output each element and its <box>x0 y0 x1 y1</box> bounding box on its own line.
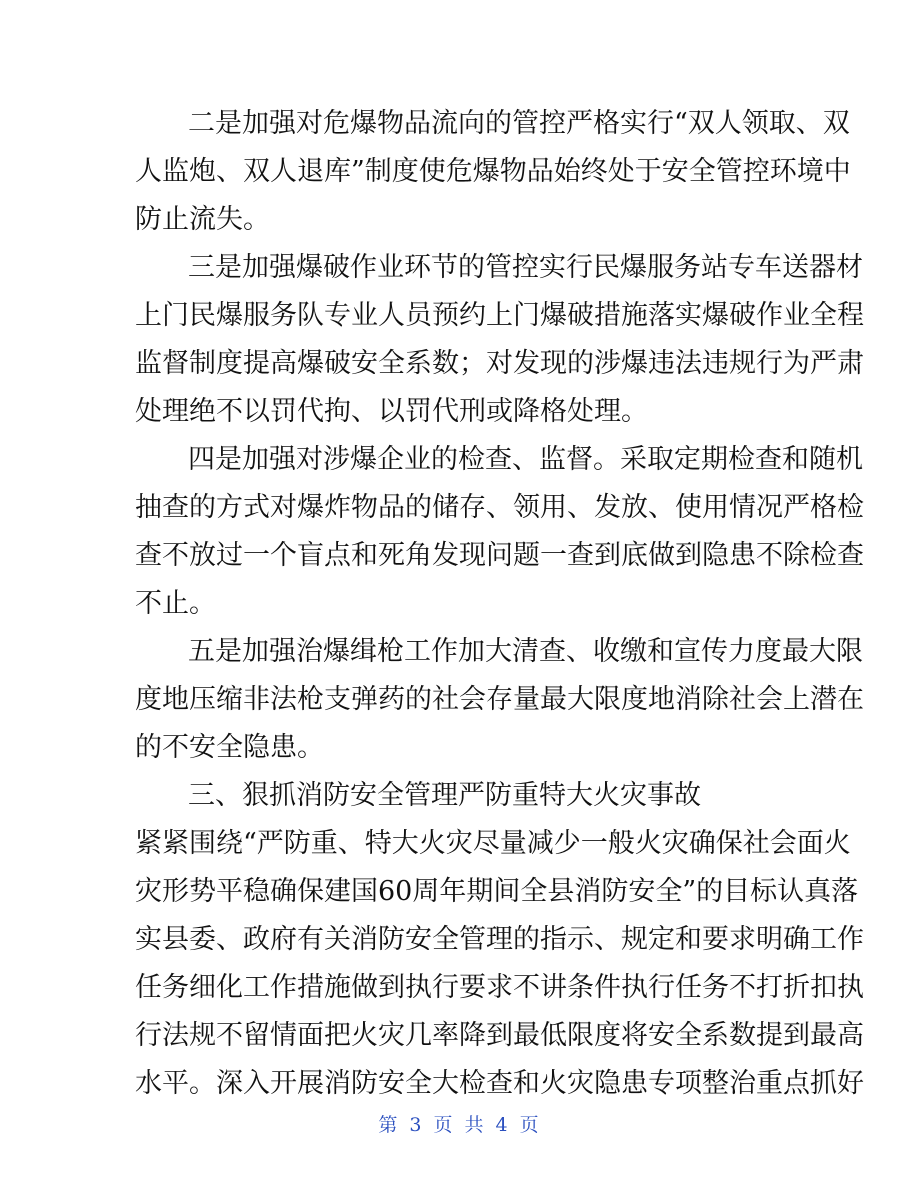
section-heading: 三、狠抓消防安全管理严防重特大火灾事故 <box>188 780 701 811</box>
text-line: 实县委、政府有关消防安全管理的指示、规定和要求明确工作 <box>135 924 864 955</box>
text-line: 上门民爆服务队专业人员预约上门爆破措施落实爆破作业全程 <box>135 300 864 331</box>
text-line: 的不安全隐患。 <box>135 732 324 763</box>
text-line: 防止流失。 <box>135 204 270 235</box>
text-line: 处理绝不以罚代拘、以罚代刑或降格处理。 <box>135 396 648 427</box>
text-line: 三是加强爆破作业环节的管控实行民爆服务站专车送器材 <box>188 252 863 283</box>
text-line: 五是加强治爆缉枪工作加大清查、收缴和宣传力度最大限 <box>188 636 863 667</box>
text-line: 水平。深入开展消防安全大检查和火灾隐患专项整治重点抓好 <box>135 1068 864 1099</box>
text-line: 监督制度提高爆破安全系数；对发现的涉爆违法违规行为严肃 <box>135 348 864 379</box>
text-line: 紧紧围绕“严防重、特大火灾尽量减少一般火灾确保社会面火 <box>135 828 851 859</box>
text-line: 四是加强对涉爆企业的检查、监督。采取定期检查和随机 <box>188 444 863 475</box>
text-line: 任务细化工作措施做到执行要求不讲条件执行任务不打折扣执 <box>135 972 864 1003</box>
text-line: 人监炮、双人退库”制度使危爆物品始终处于安全管控环境中 <box>135 156 851 187</box>
text-line: 度地压缩非法枪支弹药的社会存量最大限度地消除社会上潜在 <box>135 684 864 715</box>
text-line: 二是加强对危爆物品流向的管控严格实行“双人领取、双 <box>188 108 850 139</box>
text-line: 抽查的方式对爆炸物品的储存、领用、发放、使用情况严格检 <box>135 492 864 523</box>
text-line: 查不放过一个盲点和死角发现问题一查到底做到隐患不除检查 <box>135 540 864 571</box>
text-line: 行法规不留情面把火灾几率降到最低限度将安全系数提到最高 <box>135 1020 864 1051</box>
text-line: 不止。 <box>135 588 216 619</box>
page-number: 第 3 页 共 4 页 <box>378 1114 542 1136</box>
text-line: 灾形势平稳确保建国60周年期间全县消防安全”的目标认真落 <box>135 876 859 907</box>
